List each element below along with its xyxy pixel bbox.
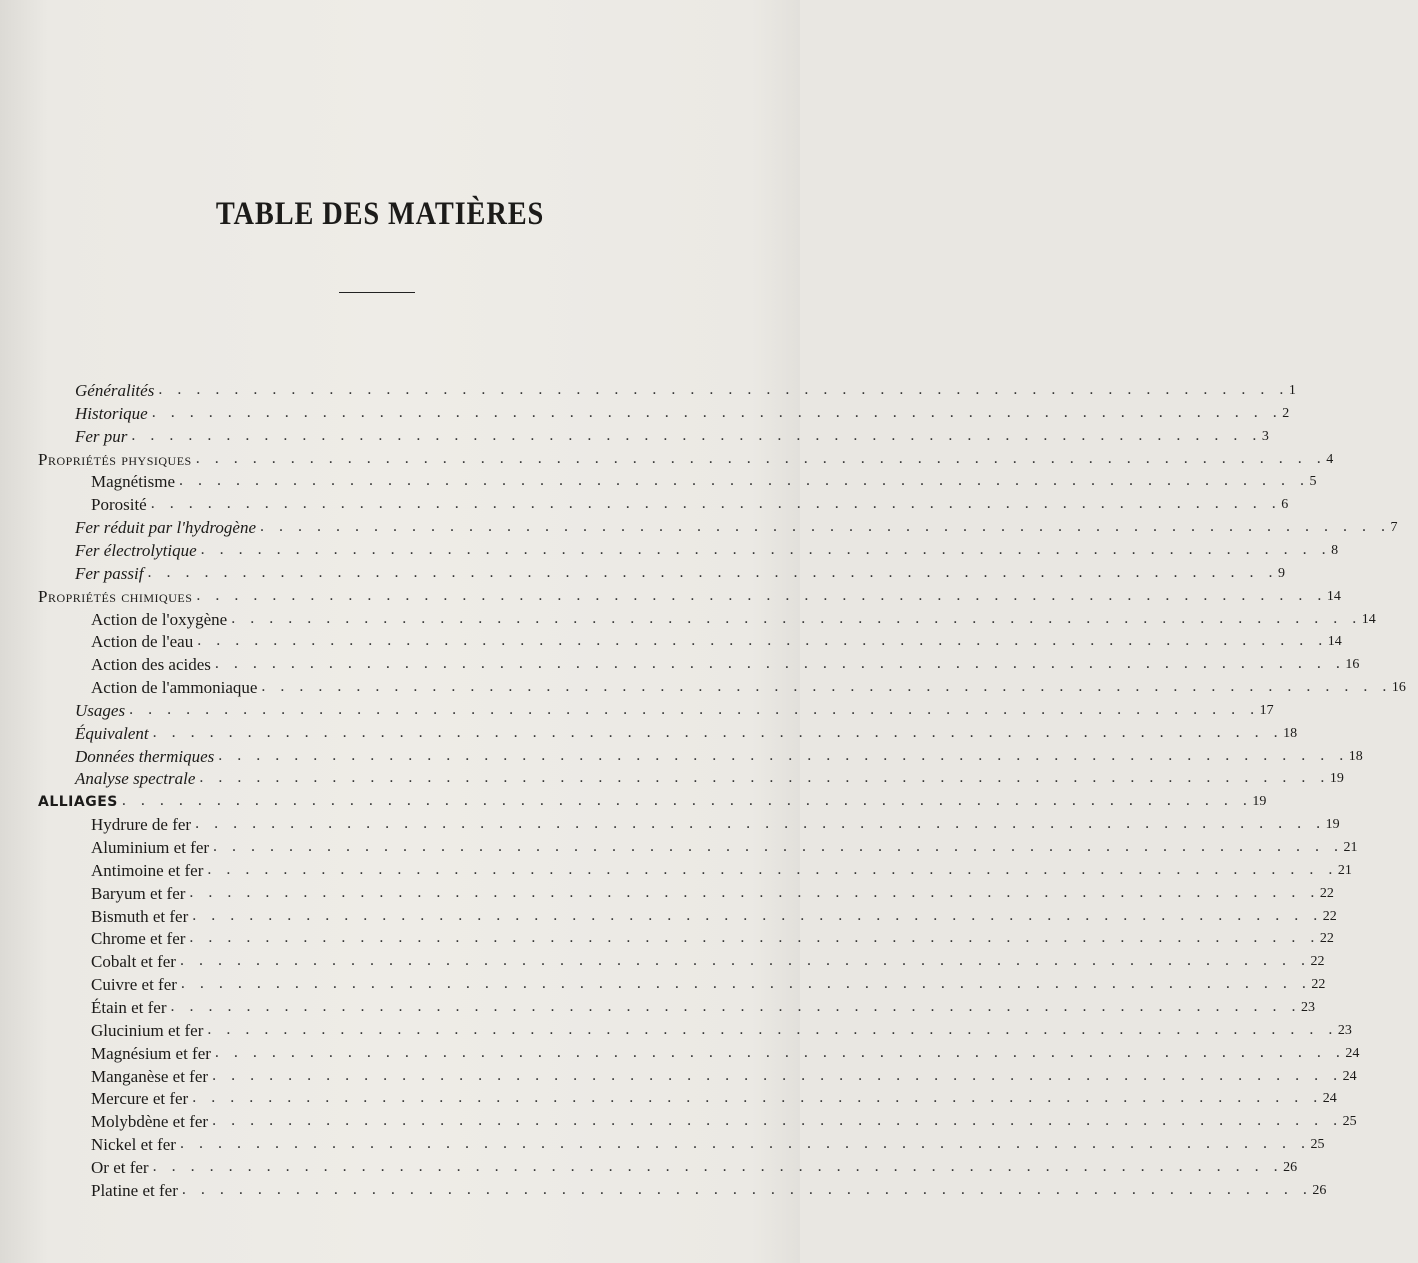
dot-leader: . . . . . . . . . . . . . . . . . . . . . . . . . . . . . . . . . . . . . . . . . . . . . . . . . . . . . . . . . . . . <box>192 1089 1323 1106</box>
toc-entry <box>0 538 1339 561</box>
toc-page-number: 23 <box>1301 1000 1316 1015</box>
toc-page-number: 22 <box>1310 954 1325 969</box>
dot-leader: . . . . . . . . . . . . . . . . . . . . . . . . . . . . . . . . . . . . . . . . . . . . . . . . . . . . . . . . . . . . <box>261 678 1392 695</box>
dot-leader: . . . . . . . . . . . . . . . . . . . . . . . . . . . . . . . . . . . . . . . . . . . . . . . . . . . . . . . . . . . . <box>196 587 1327 604</box>
toc-entry-label: Antimoine et fer <box>91 861 204 880</box>
toc-page-number: 22 <box>1319 931 1334 946</box>
toc-entry <box>0 721 1298 744</box>
toc-entry-label: Historique <box>75 404 148 423</box>
toc-entry <box>0 1041 1360 1064</box>
toc-entry <box>0 469 1317 492</box>
toc-entry-label: Fer électrolytique <box>75 541 197 560</box>
toc-entry <box>0 698 1274 721</box>
dot-leader: . . . . . . . . . . . . . . . . . . . . . . . . . . . . . . . . . . . . . . . . . . . . . . . . . . . . . . . . . . . . <box>131 427 1262 444</box>
dot-leader: . . . . . . . . . . . . . . . . . . . . . . . . . . . . . . . . . . . . . . . . . . . . . . . . . . . . . . . . . . . . <box>207 1021 1338 1038</box>
toc-page-number: 24 <box>1345 1046 1360 1061</box>
title-divider <box>339 292 415 293</box>
dot-leader: . . . . . . . . . . . . . . . . . . . . . . . . . . . . . . . . . . . . . . . . . . . . . . . . . . . . . . . . . . . . <box>213 838 1344 855</box>
toc-entry <box>0 607 1376 630</box>
toc-entry <box>0 1086 1337 1109</box>
dot-leader: . . . . . . . . . . . . . . . . . . . . . . . . . . . . . . . . . . . . . . . . . . . . . . . . . . . . . . . . . . . . <box>129 701 1260 718</box>
toc-entry-label: Or et fer <box>91 1158 149 1177</box>
toc-entry <box>0 858 1352 881</box>
toc-entry-label: ALLIAGES <box>38 794 118 810</box>
toc-page-number: 19 <box>1325 817 1340 832</box>
toc-page-number: 2 <box>1282 406 1290 421</box>
dot-leader: . . . . . . . . . . . . . . . . . . . . . . . . . . . . . . . . . . . . . . . . . . . . . . . . . . . . . . . . . . . . <box>199 769 1330 786</box>
toc-entry <box>0 812 1340 835</box>
dot-leader: . . . . . . . . . . . . . . . . . . . . . . . . . . . . . . . . . . . . . . . . . . . . . . . . . . . . . . . . . . . . <box>231 610 1362 627</box>
toc-entry-label: Cuivre et fer <box>91 975 177 994</box>
toc-page-number: 25 <box>1342 1114 1357 1129</box>
toc-page-number: 17 <box>1259 703 1274 718</box>
toc-entry-label: Platine et fer <box>91 1181 178 1200</box>
toc-entry <box>0 652 1360 675</box>
dot-leader: . . . . . . . . . . . . . . . . . . . . . . . . . . . . . . . . . . . . . . . . . . . . . . . . . . . . . . . . . . . . <box>180 975 1312 992</box>
toc-page-number: 14 <box>1327 634 1342 649</box>
toc-entry-label: Fer réduit par l'hydrogène <box>75 518 256 537</box>
toc-entry-label: Nickel et fer <box>91 1135 176 1154</box>
toc-entry <box>0 378 1296 401</box>
toc-page-number: 26 <box>1312 1183 1327 1198</box>
dot-leader: . . . . . . . . . . . . . . . . . . . . . . . . . . . . . . . . . . . . . . . . . . . . . . . . . . . . . . . . . . . . <box>152 1158 1284 1175</box>
toc-page-number: 9 <box>1277 566 1285 581</box>
dot-leader: . . . . . . . . . . . . . . . . . . . . . . . . . . . . . . . . . . . . . . . . . . . . . . . . . . . . . . . . . . . . <box>170 998 1302 1015</box>
dot-leader: . . . . . . . . . . . . . . . . . . . . . . . . . . . . . . . . . . . . . . . . . . . . . . . . . . . . . . . . . . . . <box>218 747 1349 764</box>
dot-leader: . . . . . . . . . . . . . . . . . . . . . . . . . . . . . . . . . . . . . . . . . . . . . . . . . . . . . . . . . . . . <box>212 1067 1343 1084</box>
toc-page-number: 18 <box>1283 726 1298 741</box>
toc-entry <box>0 675 1406 698</box>
toc-page-number: 24 <box>1342 1069 1357 1084</box>
toc-entry-label: Aluminium et fer <box>91 838 210 857</box>
toc-entry <box>0 972 1326 995</box>
toc-page-number: 14 <box>1326 589 1341 604</box>
toc-entry-label: Propriétés physiques <box>38 450 192 469</box>
toc-entry-label: Manganèse et fer <box>91 1067 209 1086</box>
toc-entry <box>0 515 1398 538</box>
toc-entry <box>0 1178 1327 1201</box>
toc-entry-label: Fer passif <box>75 564 144 583</box>
dot-leader: . . . . . . . . . . . . . . . . . . . . . . . . . . . . . . . . . . . . . . . . . . . . . . . . . . . . . . . . . . . . <box>179 472 1310 489</box>
toc-entry <box>0 835 1358 858</box>
dot-leader: . . . . . . . . . . . . . . . . . . . . . . . . . . . . . . . . . . . . . . . . . . . . . . . . . . . . . . . . . . . . <box>207 861 1338 878</box>
toc-page-number: 22 <box>1319 886 1334 901</box>
toc-entry <box>0 1155 1298 1178</box>
toc-entry <box>0 629 1342 652</box>
toc-entry-label: Généralités <box>75 381 155 400</box>
toc-page-number: 8 <box>1331 543 1339 558</box>
toc-entry-label: Action des acides <box>91 655 211 674</box>
dot-leader: . . . . . . . . . . . . . . . . . . . . . . . . . . . . . . . . . . . . . . . . . . . . . . . . . . . . . . . . . . . . <box>195 450 1327 467</box>
page-title: TABLE DES MATIÈRES <box>215 196 545 232</box>
toc-entry <box>0 766 1344 789</box>
toc-entry <box>0 1064 1357 1087</box>
dot-leader: . . . . . . . . . . . . . . . . . . . . . . . . . . . . . . . . . . . . . . . . . . . . . . . . . . . . . . . . . . . . <box>195 815 1326 832</box>
toc-entry-label: Données thermiques <box>75 747 215 766</box>
toc-page-number: 14 <box>1361 612 1376 627</box>
toc-page-number: 19 <box>1252 794 1267 809</box>
toc-page-number: 22 <box>1311 977 1326 992</box>
dot-leader: . . . . . . . . . . . . . . . . . . . . . . . . . . . . . . . . . . . . . . . . . . . . . . . . . . . . . . . . . . . . <box>121 792 1253 809</box>
toc-entry-label: Fer pur <box>75 427 128 446</box>
toc-entry-label: Équivalent <box>75 724 149 743</box>
toc-entry <box>0 561 1285 584</box>
toc-entry <box>0 881 1334 904</box>
dot-leader: . . . . . . . . . . . . . . . . . . . . . . . . . . . . . . . . . . . . . . . . . . . . . . . . . . . . . . . . . . . . <box>189 884 1320 901</box>
toc-page-number: 19 <box>1329 771 1344 786</box>
dot-leader: . . . . . . . . . . . . . . . . . . . . . . . . . . . . . . . . . . . . . . . . . . . . . . . . . . . . . . . . . . . . <box>147 564 1278 581</box>
toc-entry-label: Baryum et fer <box>91 884 186 903</box>
toc-entry-label: Porosité <box>91 495 147 514</box>
dot-leader: . . . . . . . . . . . . . . . . . . . . . . . . . . . . . . . . . . . . . . . . . . . . . . . . . . . . . . . . . . . . <box>192 907 1323 924</box>
dot-leader: . . . . . . . . . . . . . . . . . . . . . . . . . . . . . . . . . . . . . . . . . . . . . . . . . . . . . . . . . . . . <box>152 724 1284 741</box>
toc-entry <box>0 949 1325 972</box>
dot-leader: . . . . . . . . . . . . . . . . . . . . . . . . . . . . . . . . . . . . . . . . . . . . . . . . . . . . . . . . . . . . <box>212 1112 1343 1129</box>
dot-leader: . . . . . . . . . . . . . . . . . . . . . . . . . . . . . . . . . . . . . . . . . . . . . . . . . . . . . . . . . . . . <box>181 1181 1313 1198</box>
toc-entry-label: Magnésium et fer <box>91 1044 211 1063</box>
dot-leader: . . . . . . . . . . . . . . . . . . . . . . . . . . . . . . . . . . . . . . . . . . . . . . . . . . . . . . . . . . . . <box>214 1044 1346 1061</box>
toc-entry <box>0 401 1290 424</box>
toc-page-number: 24 <box>1322 1091 1337 1106</box>
toc-page-number: 3 <box>1261 429 1269 444</box>
dot-leader: . . . . . . . . . . . . . . . . . . . . . . . . . . . . . . . . . . . . . . . . . . . . . . . . . . . . . . . . . . . . <box>179 952 1311 969</box>
toc-page-number: 26 <box>1283 1160 1298 1175</box>
toc-entry <box>0 995 1316 1018</box>
dot-leader: . . . . . . . . . . . . . . . . . . . . . . . . . . . . . . . . . . . . . . . . . . . . . . . . . . . . . . . . . . . . <box>214 655 1346 672</box>
toc-page-number: 1 <box>1288 383 1296 398</box>
toc-page-number: 16 <box>1345 657 1360 672</box>
toc-entry <box>0 492 1289 515</box>
toc-page-number: 7 <box>1390 520 1398 535</box>
dot-leader: . . . . . . . . . . . . . . . . . . . . . . . . . . . . . . . . . . . . . . . . . . . . . . . . . . . . . . . . . . . . <box>151 404 1283 421</box>
toc-page-number: 23 <box>1337 1023 1352 1038</box>
toc-entry-label: Bismuth et fer <box>91 907 189 926</box>
toc-page-number: 21 <box>1337 863 1352 878</box>
toc-entry-label: Étain et fer <box>91 998 167 1017</box>
toc-entry <box>0 926 1334 949</box>
toc-entry-label: Glucinium et fer <box>91 1021 204 1040</box>
toc-page-number: 6 <box>1281 497 1289 512</box>
toc-page-number: 18 <box>1348 749 1363 764</box>
toc-entry <box>0 789 1267 812</box>
toc-entry <box>0 1132 1325 1155</box>
toc-entry <box>0 1018 1352 1041</box>
dot-leader: . . . . . . . . . . . . . . . . . . . . . . . . . . . . . . . . . . . . . . . . . . . . . . . . . . . . . . . . . . . . <box>179 1135 1311 1152</box>
toc-entry-label: Cobalt et fer <box>91 952 176 971</box>
dot-leader: . . . . . . . . . . . . . . . . . . . . . . . . . . . . . . . . . . . . . . . . . . . . . . . . . . . . . . . . . . . . <box>197 632 1328 649</box>
dot-leader: . . . . . . . . . . . . . . . . . . . . . . . . . . . . . . . . . . . . . . . . . . . . . . . . . . . . . . . . . . . . <box>150 495 1282 512</box>
toc-entry-label: Molybdène et fer <box>91 1112 209 1131</box>
toc-entry <box>0 584 1341 607</box>
toc-entry-label: Magnétisme <box>91 472 176 491</box>
toc-entry-label: Action de l'ammoniaque <box>91 678 258 697</box>
dot-leader: . . . . . . . . . . . . . . . . . . . . . . . . . . . . . . . . . . . . . . . . . . . . . . . . . . . . . . . . . . . . <box>200 541 1332 558</box>
toc-page-number: 25 <box>1310 1137 1325 1152</box>
toc-entry-label: Usages <box>75 701 126 720</box>
toc-page-number: 16 <box>1391 680 1406 695</box>
dot-leader: . . . . . . . . . . . . . . . . . . . . . . . . . . . . . . . . . . . . . . . . . . . . . . . . . . . . . . . . . . . . <box>158 381 1289 398</box>
toc-entry-label: Action de l'oxygène <box>91 610 228 629</box>
dot-leader: . . . . . . . . . . . . . . . . . . . . . . . . . . . . . . . . . . . . . . . . . . . . . . . . . . . . . . . . . . . . <box>189 929 1320 946</box>
toc-page-number: 22 <box>1322 909 1337 924</box>
toc-entry-label: Hydrure de fer <box>91 815 192 834</box>
toc-page-number: 5 <box>1309 474 1317 489</box>
toc-entry <box>0 447 1334 470</box>
toc-entry-label: Action de l'eau <box>91 632 194 651</box>
toc-entry-label: Analyse spectrale <box>75 769 196 788</box>
toc-entry <box>0 904 1337 927</box>
toc-entry <box>0 1109 1357 1132</box>
toc-page-number: 21 <box>1343 840 1358 855</box>
toc-page-number: 4 <box>1326 452 1334 467</box>
dot-leader: . . . . . . . . . . . . . . . . . . . . . . . . . . . . . . . . . . . . . . . . . . . . . . . . . . . . . . . . . . . . <box>260 518 1391 535</box>
toc-entry-label: Propriétés chimiques <box>38 587 193 606</box>
toc-entry-label: Mercure et fer <box>91 1089 189 1108</box>
toc-entry <box>0 424 1269 447</box>
toc-entry <box>0 744 1363 767</box>
toc-entry-label: Chrome et fer <box>91 929 186 948</box>
